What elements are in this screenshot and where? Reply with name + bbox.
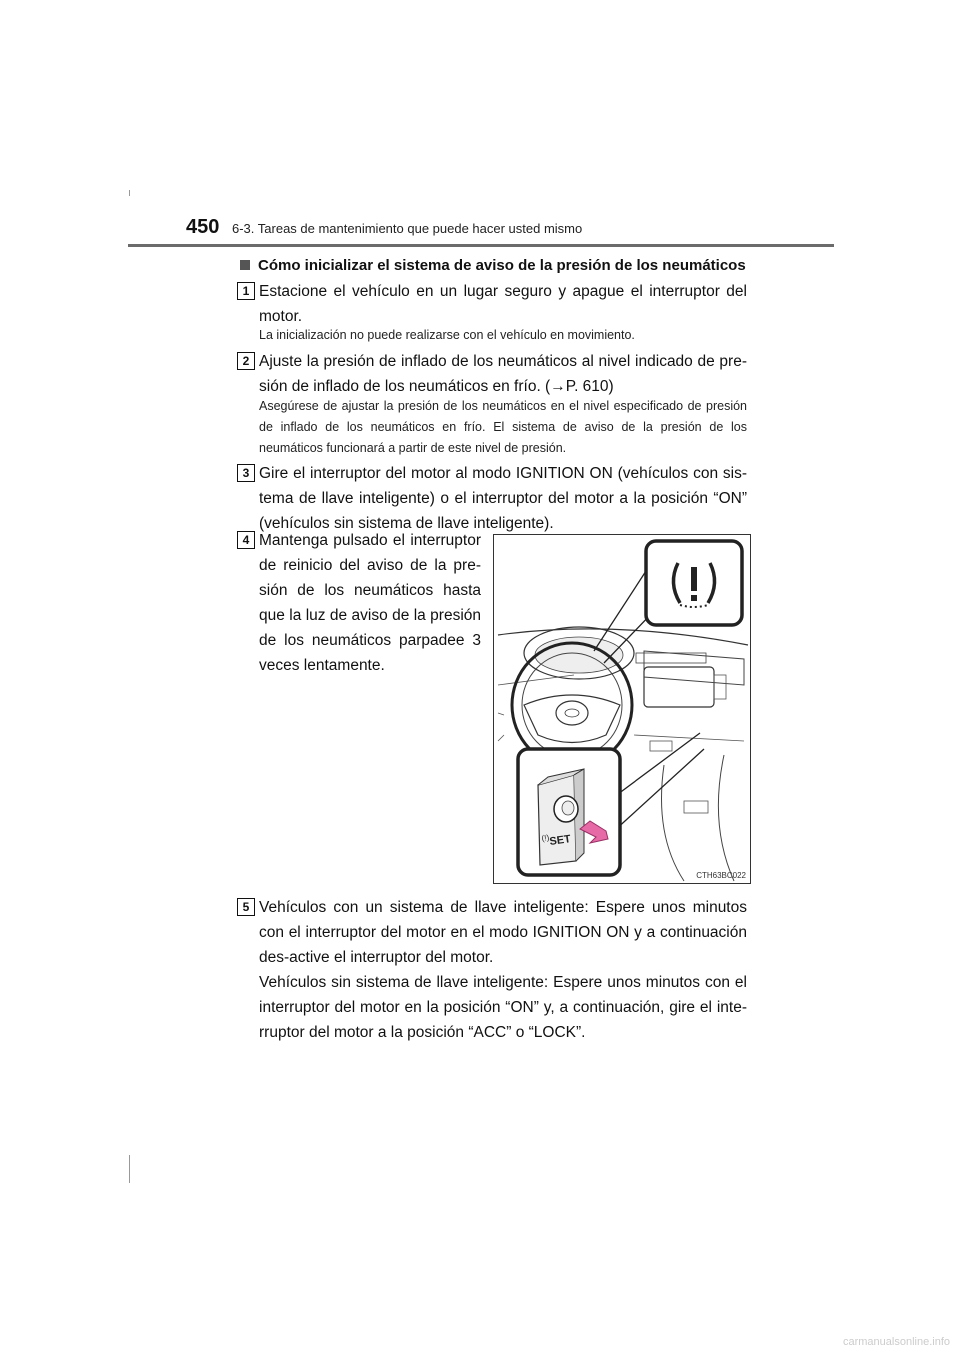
watermark: carmanualsonline.info — [842, 1336, 950, 1348]
step-4-text: Mantenga pulsado el interruptor de reinicio del aviso de la pre-sión de los neumáticos hasta que la luz de aviso de la presión de los neumáticos parpadee 3 veces lentamente. — [259, 532, 481, 674]
step-1-note: La inicialización no puede realizarse con el vehículo en movimiento. — [259, 328, 635, 342]
edge-mark — [129, 190, 130, 196]
square-bullet-icon — [240, 260, 250, 270]
step-3-text: Gire el interruptor del motor al modo IGNITION ON (vehículos con sis-tema de llave inteligente) o el interruptor del motor a la posición “ON” (vehículos sin sistema de llave inteligente). — [259, 465, 747, 532]
dashboard-drawing — [494, 535, 750, 883]
button-warning-symbol: (!) — [541, 833, 550, 843]
header-rule — [128, 244, 834, 247]
page-number: 450 — [186, 216, 220, 238]
step-badge-5: 5 — [237, 898, 255, 916]
step-badge-2: 2 — [237, 352, 255, 370]
step-2-note: Asegúrese de ajustar la presión de los neumáticos en el nivel especificado de presión de inflado de los neumáticos en frío. El sistema de aviso de la presión de los neumáticos funcionará a partir de este nivel de presión. — [259, 399, 747, 455]
step-5-text-2: Vehículos sin sistema de llave inteligente: Espere unos minutos con el interruptor del motor en la posición “ON” y, a continuación, gire el inte-rruptor del motor a la posición “ACC” o “LOCK”. — [259, 974, 747, 1041]
illustration-code: CTH63BC022 — [696, 871, 746, 880]
running-header: 6-3. Tareas de mantenimiento que puede hacer usted mismo — [232, 221, 583, 236]
dashboard-illustration — [493, 534, 751, 884]
section-title-text: Cómo inicializar el sistema de aviso de la presión de los neumáticos — [258, 257, 746, 274]
step-badge-3: 3 — [237, 464, 255, 482]
step-badge-1: 1 — [237, 282, 255, 300]
edge-mark — [129, 1155, 130, 1183]
step-1-text: Estacione el vehículo en un lugar seguro y apague el interruptor del motor. — [259, 283, 747, 325]
step-5-text: Vehículos con un sistema de llave inteligente: Espere unos minutos con el interruptor del motor en el modo IGNITION ON y a continuación des-active el interruptor del motor. — [259, 899, 747, 966]
button-set-label: SET — [548, 833, 572, 848]
section-title — [240, 257, 746, 274]
step-badge-4: 4 — [237, 531, 255, 549]
step-2-text: Ajuste la presión de inflado de los neumáticos al nivel indicado de pre-sión de inflado de los neumáticos en frío. (→P. 610) — [259, 353, 747, 395]
